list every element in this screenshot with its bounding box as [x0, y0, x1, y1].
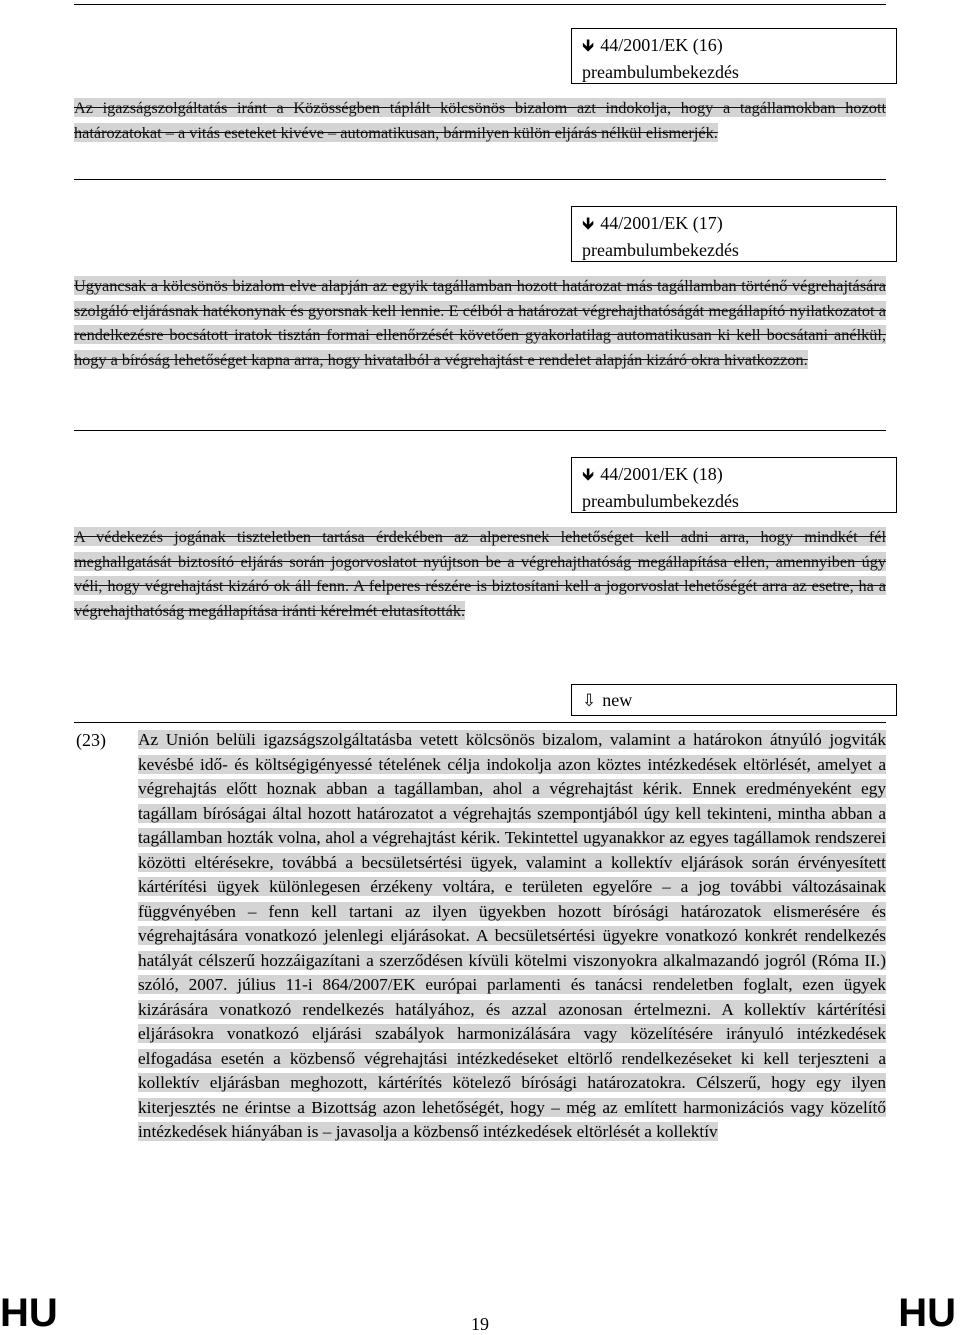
deleted-recital-16: Az igazságszolgáltatás iránt a Közösségben táplált kölcsönös bizalom azt indokolja, hogy a tagállamokban hozott határozatokat – a vitás eseteket kivéve – automatikusan, bármilyen külön eljárás nélkül elismerjék.: [74, 98, 886, 142]
source-marker-17: [571, 206, 897, 262]
marker-ref: 44/2001/EK (17): [600, 213, 723, 233]
arrow-down-icon: 🡻: [582, 214, 595, 234]
separator-rule: [74, 179, 886, 180]
deleted-recital-18: A védekezés jogának tiszteletben tartása érdekében az alperesnek lehetőséget kell adni arra, hogy mindkét fél meghallgatását biztosító eljárás során jogorvoslatot nyújtson be a végrehajthatóság megállapítása ellen, amennyiben úgy véli, hogy végrehajtást kizáró ok áll fenn. A felperes részére is biztosítani kell a jogorvoslat lehetőségét arra az esetre, ha a végrehajthatóság megállapítása iránti kérelmét elutasították.: [74, 527, 886, 620]
deleted-recital-17: Ugyancsak a kölcsönös bizalom elve alapján az egyik tagállamban hozott határozat más tagállamban történő végrehajtására szolgáló eljárásnak hatékonynak és gyorsnak kell lennie. E célból a határozat végrehajthatóságát megállapító nyilatkozatot a rendelkezésre bocsátott iratok tisztán formai ellenőrzését követően gyakorlatilag automatikusan ki kell bocsátani anélkül, hogy a bíróság lehetőséget kapna arra, hogy hivatalból a végrehajtást e rendelet alapján kizáró okra hivatkozzon.: [74, 276, 886, 369]
marker-type: preambulumbekezdés: [582, 62, 739, 82]
marker-type: preambulumbekezdés: [582, 240, 739, 260]
marker-type: preambulumbekezdés: [582, 491, 739, 511]
new-text-marker: [571, 684, 897, 716]
source-marker-16: [571, 28, 897, 84]
arrow-down-icon: 🡻: [582, 36, 595, 56]
top-rule: [74, 4, 886, 5]
separator-rule: [74, 430, 886, 431]
marker-ref: 44/2001/EK (18): [600, 464, 723, 484]
separator-rule: [74, 722, 886, 723]
arrow-down-outline-icon: ⇩: [582, 691, 597, 711]
page-number: 19: [471, 1314, 489, 1334]
source-marker-18: [571, 457, 897, 513]
marker-ref: 44/2001/EK (16): [600, 35, 723, 55]
arrow-down-icon: 🡻: [582, 465, 595, 485]
language-code-left: HU: [0, 1291, 58, 1335]
new-label: new: [602, 690, 633, 710]
recital-number: (23): [76, 730, 106, 750]
recital-23-text: Az Unión belüli igazságszolgáltatásba vetett kölcsönös bizalom, valamint a határokon átnyúló jogviták kevésbé idő- és költségigényessé tételének célja indokolja azon köztes intézkedések eltörlését, amelyet a végrehajtás előtt hoznak abban a tagállamban, ahol a végrehajtást kérik. Ennek eredményeként egy tagállam bíróságai által hozott határozatot a végrehajtás szempontjából úgy kell tekinteni, mintha abban a tagállamban hozták volna, ahol a végrehajtást kérik. Tekintettel ugyanakkor az egyes tagállamok rendszerei közötti eltérésekre, továbbá a becsületsértési ügyek, valamint a kollektív eljárások során érvényesített kártérítési ügyek különlegesen érzékeny voltára, e területen egyelőre – a jog további változásainak függvényében – fenn kell tartani az ilyen ügyekben hozott bírósági határozatok elismerésére és végrehajtására vonatkozó jelenlegi eljárásokat. A becsületsértési ügyekre vonatkozó konkrét rendelkezés hatályát célszerű hozzáigazítani a szerződésen kívüli kötelmi viszonyokra alkalmazandó jogról (Róma II.) szóló, 2007. július 11-i 864/2007/EK európai parlamenti és tanácsi rendeletben foglalt, ezen ügyek kizárására vonatkozó rendelkezés hatályához, és azzal azonosan értelmezni. A kollektív kártérítési eljárásokra vonatkozó eljárási szabályok harmonizálására vagy közelítésére irányuló intézkedések elfogadása esetén a közbenső végrehajtási intézkedéseket eltörlő rendelkezéseket ki kell terjeszteni a kollektív eljárásban meghozott, kártérítés kötelező bírósági határozatokra. Célszerű, hogy egy ilyen kiterjesztés ne érintse a Bizottság azon lehetőségét, hogy – még az említett harmonizációs vagy közelítő intézkedések hiányában is – javasolja a közbenső intézkedések eltörlését a kollektív: [138, 730, 886, 1141]
language-code-right: HU: [898, 1291, 956, 1335]
